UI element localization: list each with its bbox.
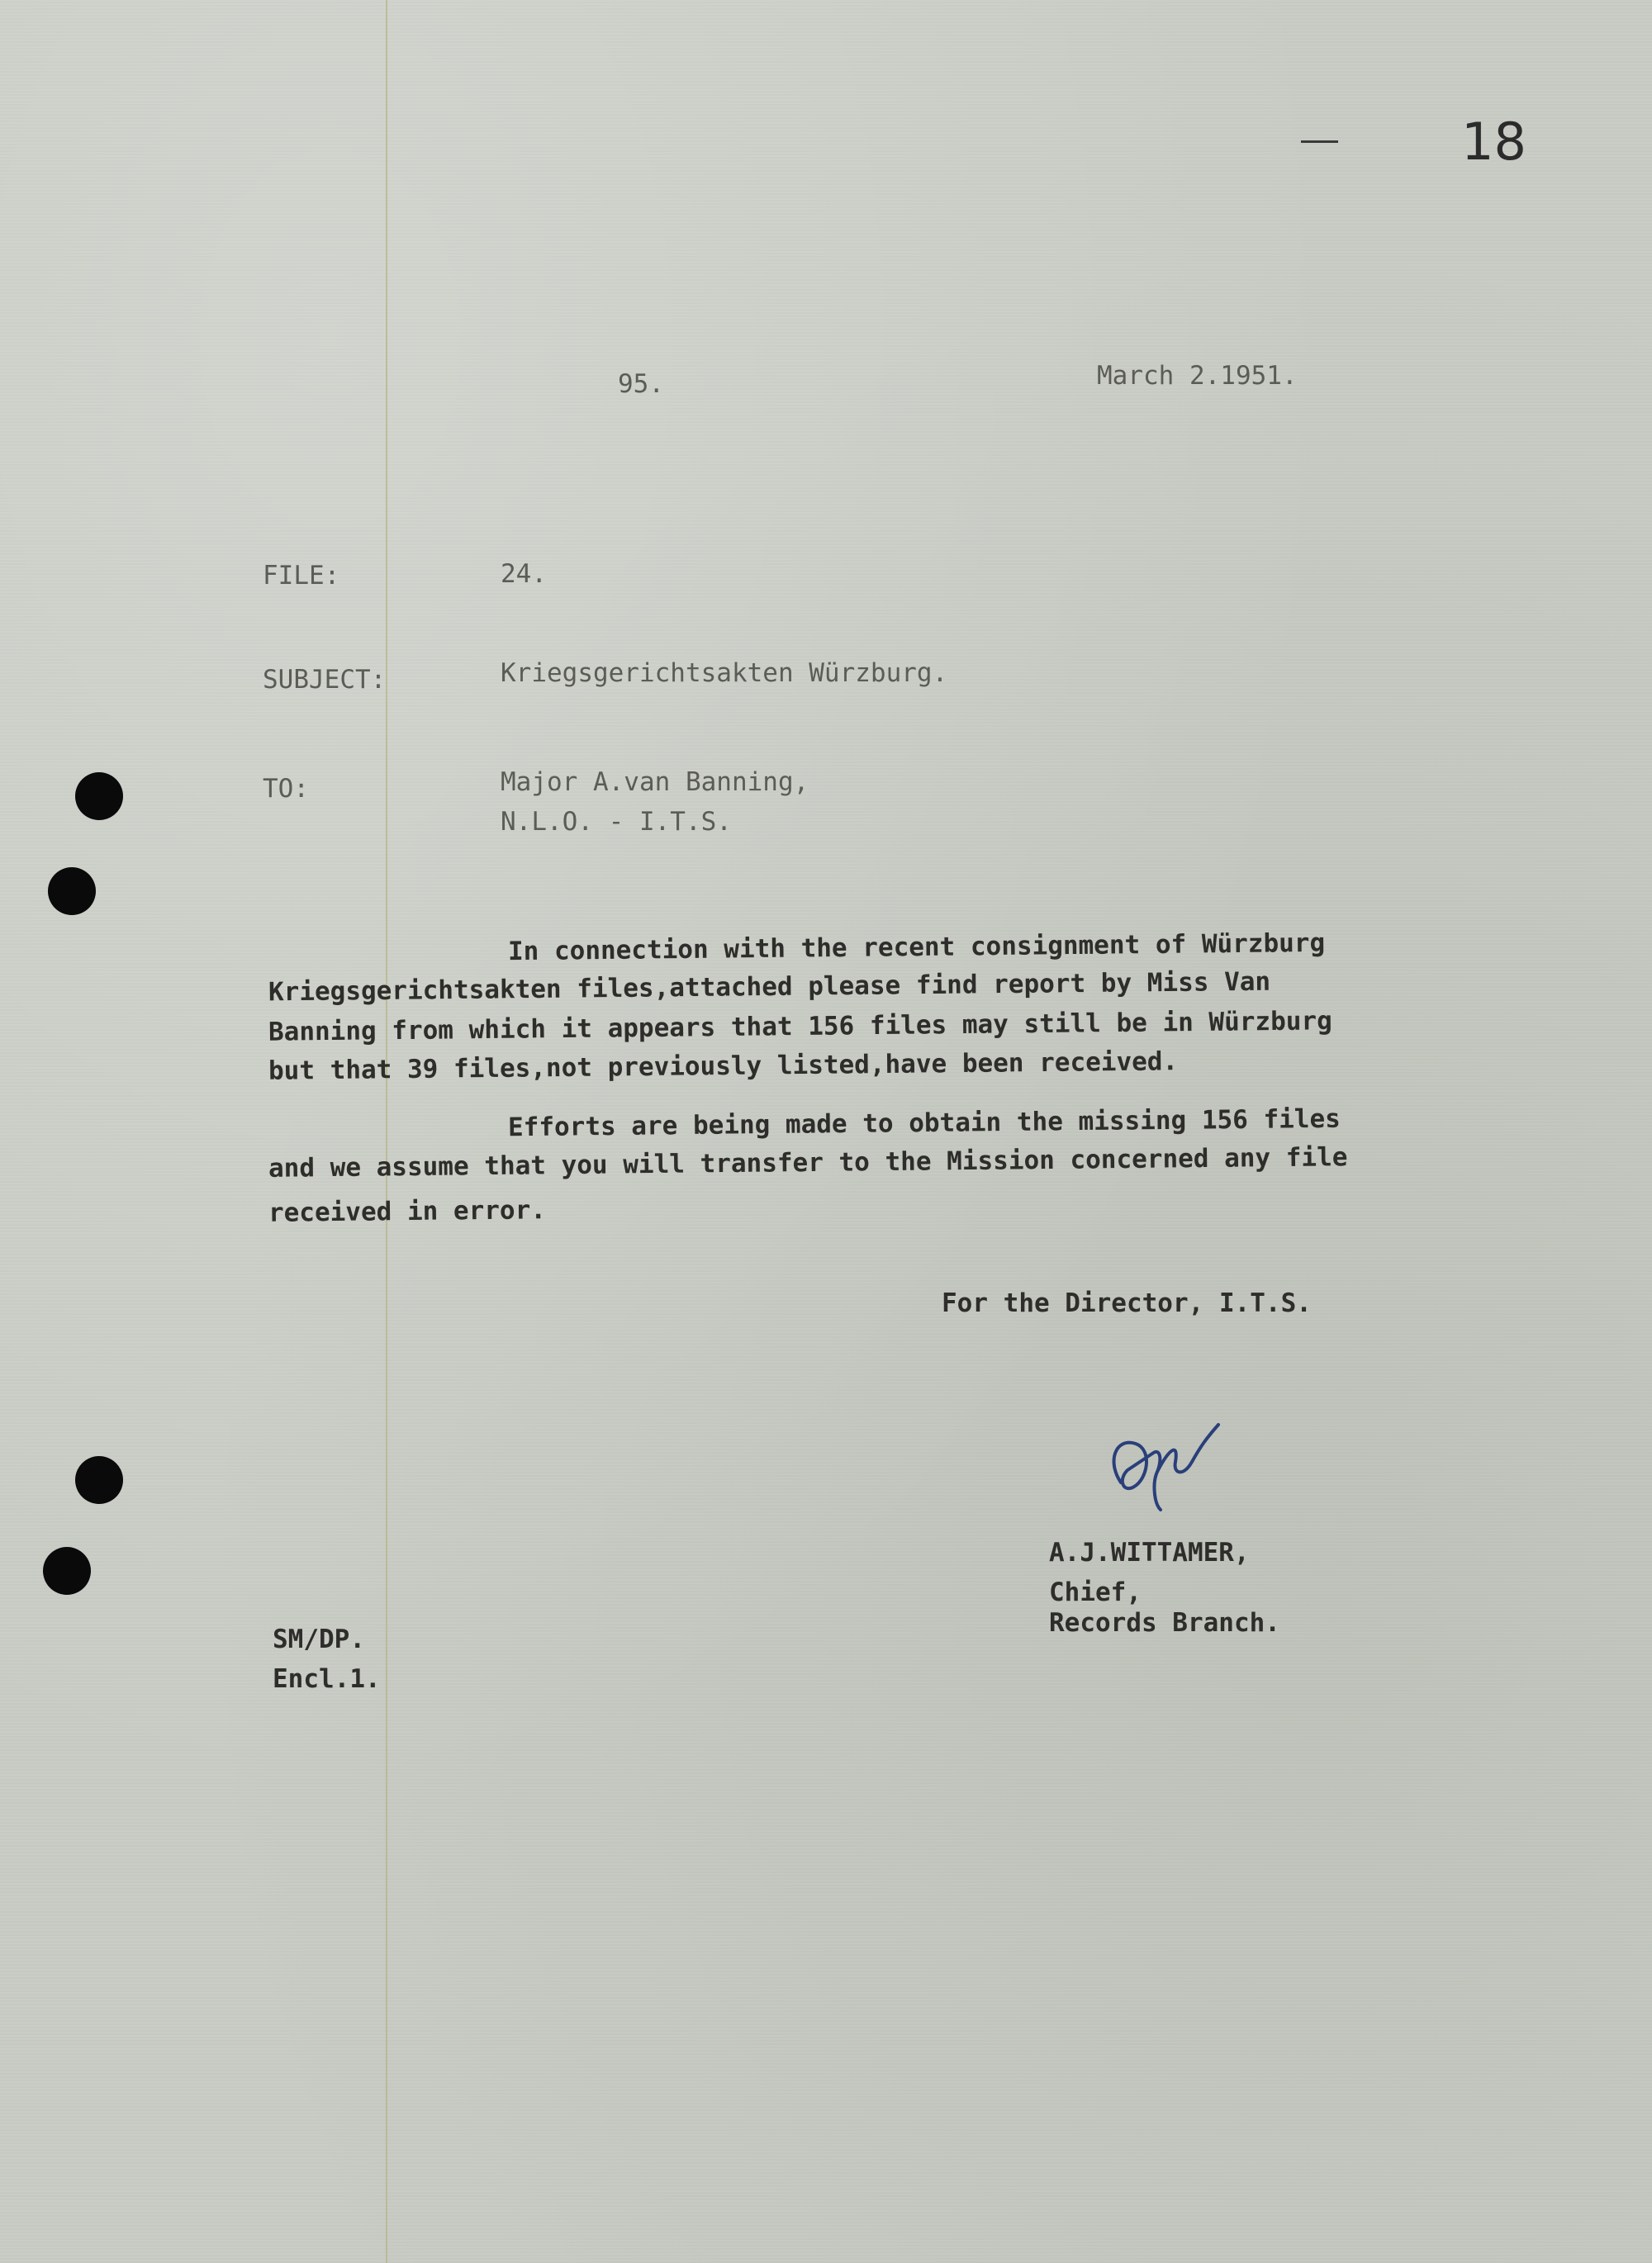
paragraph-1-line-2: Kriegsgerichtsakten files,attached please find report by Miss Van bbox=[268, 966, 1271, 1008]
signature-block-for-line: For the Director, I.T.S. bbox=[942, 1288, 1312, 1318]
punch-hole bbox=[43, 1547, 91, 1595]
paragraph-2-line-3: received in error. bbox=[268, 1195, 547, 1228]
signatory-name: A.J.WITTAMER, bbox=[1049, 1538, 1250, 1568]
file-label: FILE: bbox=[263, 561, 340, 591]
to-label: TO: bbox=[263, 774, 309, 804]
addressee-line-1: Major A.van Banning, bbox=[501, 767, 809, 797]
enclosure-note: Encl.1. bbox=[273, 1664, 381, 1694]
paragraph-1-line-4: but that 39 files,not previously listed,have been received. bbox=[268, 1046, 1179, 1086]
letter-date: March 2.1951. bbox=[1097, 361, 1298, 391]
signatory-title: Chief, bbox=[1049, 1577, 1142, 1607]
typist-initials: SM/DP. bbox=[273, 1625, 365, 1654]
page-number-dash bbox=[1301, 140, 1338, 143]
file-value: 24. bbox=[501, 559, 547, 589]
paragraph-2-line-2: and we assume that you will transfer to the Mission concerned any file bbox=[268, 1142, 1348, 1184]
punch-hole bbox=[75, 1456, 123, 1504]
subject-value: Kriegsgerichtsakten Würzburg. bbox=[501, 658, 948, 688]
subject-label: SUBJECT: bbox=[263, 665, 387, 695]
page-number: 18 bbox=[1461, 111, 1526, 172]
margin-rule bbox=[386, 0, 387, 2263]
paragraph-2-line-1: Efforts are being made to obtain the missing 156 files bbox=[507, 1103, 1341, 1143]
paragraph-1-line-1: In connection with the recent consignment of Würzburg bbox=[507, 927, 1326, 967]
punch-hole bbox=[48, 867, 96, 915]
handwritten-signature bbox=[1103, 1404, 1243, 1528]
punch-hole bbox=[75, 772, 123, 820]
reference-number: 95. bbox=[618, 369, 664, 399]
paragraph-1-line-3: Banning from which it appears that 156 files may still be in Würzburg bbox=[268, 1006, 1332, 1047]
addressee-line-2: N.L.O. - I.T.S. bbox=[501, 807, 732, 837]
signatory-department: Records Branch. bbox=[1049, 1608, 1280, 1638]
